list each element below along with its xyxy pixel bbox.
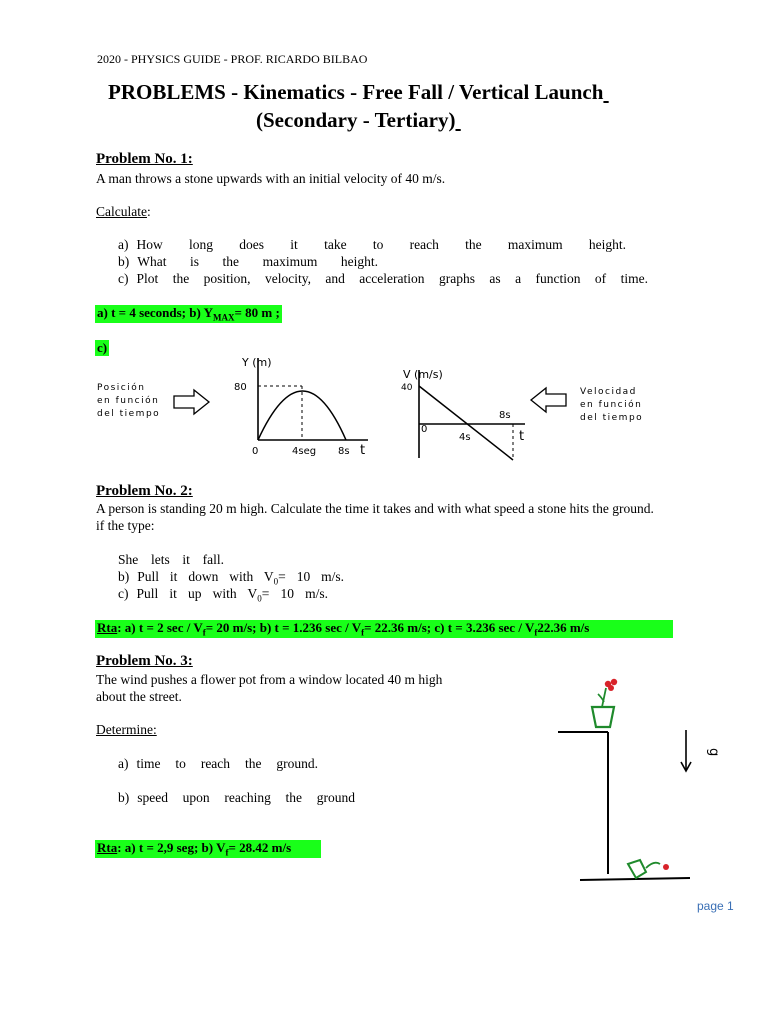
calculate-label: Calculate — [96, 204, 147, 219]
problem-3-determine: Determine: — [96, 722, 157, 737]
answer-label: Rta — [97, 620, 118, 635]
label-line: Velocidad — [580, 387, 637, 397]
problem-2-answer — [95, 620, 673, 638]
velocity-line — [419, 386, 513, 460]
velocity-graph-label — [580, 386, 643, 425]
item-letter: a) — [118, 756, 129, 771]
velocity-time-graph — [395, 366, 535, 466]
answer-subscript: f — [361, 627, 365, 638]
answer-part: 22.36 m/s — [537, 620, 590, 635]
left-arrow-icon — [528, 386, 568, 414]
item-text-tail: = 10 m/s. — [278, 569, 344, 584]
label-line: Posición — [97, 383, 146, 393]
item-text: time to reach the ground. — [136, 756, 318, 771]
document-header: 2020 - PHYSICS GUIDE - PROF. RICARDO BILBAO — [97, 52, 368, 66]
item-text: speed upon reaching the ground — [137, 790, 355, 805]
problem-2-statement-line1: A person is standing 20 m high. Calculate the time it takes and with what speed a stone hits the ground. — [96, 501, 654, 516]
item-letter: b) — [118, 569, 130, 584]
item-letter: c) — [118, 271, 129, 286]
problem-3-statement-line1: The wind pushes a flower pot from a window located 40 m high — [96, 672, 443, 687]
x-axis-label: t — [519, 429, 525, 444]
stem — [602, 688, 606, 707]
problem-1-answer-c: c) — [97, 340, 108, 355]
answer-subscript: f — [225, 847, 229, 858]
y-axis-label: V (m/s) — [403, 368, 443, 381]
pot-icon — [592, 707, 614, 727]
item-text-tail: = 10 m/s. — [261, 586, 328, 601]
item-letter: a) — [118, 237, 129, 252]
x-tick-0: 0 — [421, 424, 428, 435]
label-line: del tiempo — [580, 413, 644, 423]
item-text: How long does it take to reach the maximum height. — [136, 237, 626, 252]
x-tick-8: 8s — [499, 410, 511, 421]
problem-1-item-b — [118, 254, 378, 270]
problem-2-statement-line2: if the type: — [96, 518, 155, 533]
item-letter: b) — [118, 254, 130, 269]
problem-1-item-c — [118, 271, 648, 287]
problem-1-title: Problem No. 1: — [96, 151, 193, 167]
page-number: page 1 — [697, 899, 734, 913]
ground-line — [580, 878, 690, 880]
item-text — [137, 569, 344, 587]
y-tick-40: 40 — [401, 383, 413, 393]
item-text: What is the maximum height. — [137, 254, 378, 269]
x-tick-8: 8s — [338, 446, 350, 457]
fallen-stem — [646, 863, 660, 868]
flower-icon — [611, 679, 617, 685]
answer-part: a) t = 4 seconds; b) Y — [97, 305, 213, 320]
item-text: She lets it fall. — [118, 552, 224, 567]
item-text-main: Pull it up with V — [136, 586, 258, 601]
problem-2-item-a — [118, 552, 224, 568]
item-text: Plot the position, velocity, and acceleration graphs as a function of time. — [136, 271, 648, 286]
problem-3-answer — [95, 840, 321, 858]
item-letter: c) — [118, 586, 129, 601]
problem-3-title: Problem No. 3: — [96, 653, 193, 669]
answer-subscript: f — [202, 627, 206, 638]
flower-icon — [608, 685, 614, 691]
problem-1-answer-ab — [95, 305, 282, 323]
answer-part: = 22.36 m/s; c) t = 3.236 sec / V — [364, 620, 535, 635]
answer-part: = 80 m ; — [234, 305, 280, 320]
answer-part: = 28.42 m/s — [228, 840, 292, 855]
x-axis-label: t — [360, 443, 366, 458]
x-tick-4: 4seg — [292, 446, 317, 457]
item-text — [137, 586, 329, 604]
y-axis-label: Y (m) — [242, 356, 272, 369]
flower-pot-drawing — [550, 672, 750, 888]
page-title-line1: PROBLEMS - Kinematics - Free Fall / Vertical Launch — [108, 80, 604, 104]
x-tick-0: 0 — [252, 446, 259, 457]
page-title — [108, 80, 649, 105]
answer-subscript: f — [534, 627, 538, 638]
answer-part: = 20 m/s; b) t = 1.236 sec / V — [205, 620, 362, 635]
page-title-line2: (Secondary - Tertiary) — [256, 108, 456, 132]
gravity-label: g — [706, 748, 721, 757]
item-text-main: Pull it down with V — [137, 569, 274, 584]
problem-1-statement: A man throws a stone upwards with an initial velocity of 40 m/s. — [96, 171, 446, 186]
problem-1-calculate: Calculate: — [96, 204, 151, 219]
answer-label: Rta — [97, 840, 118, 855]
problem-2-title: Problem No. 2: — [96, 483, 193, 499]
x-tick-4: 4s — [459, 432, 471, 443]
broken-pot-icon — [628, 860, 646, 878]
label-line: en función — [580, 400, 643, 410]
item-letter: b) — [118, 790, 130, 805]
answer-part: : a) t = 2 sec / V — [117, 620, 203, 635]
problem-3-item-a — [118, 756, 318, 772]
answer-subscript: MAX — [212, 312, 235, 323]
problem-2-item-b — [118, 569, 344, 587]
label-line: del tiempo — [97, 409, 161, 419]
page-subtitle — [256, 108, 537, 133]
problem-3-item-b — [118, 790, 355, 806]
problem-2-item-c — [118, 586, 328, 604]
item-subscript: 0 — [273, 576, 279, 587]
label-line: en función — [97, 396, 160, 406]
right-arrow-icon — [172, 388, 212, 416]
item-subscript: 0 — [257, 593, 262, 604]
answer-part: : a) t = 2,9 seg; b) V — [117, 840, 226, 855]
problem-3-statement-line2: about the street. — [96, 689, 182, 704]
fallen-flower-icon — [663, 864, 669, 870]
y-tick-80: 80 — [234, 382, 247, 393]
problem-1-item-a — [118, 237, 626, 253]
position-time-graph — [228, 352, 378, 460]
position-graph-label — [97, 382, 160, 421]
